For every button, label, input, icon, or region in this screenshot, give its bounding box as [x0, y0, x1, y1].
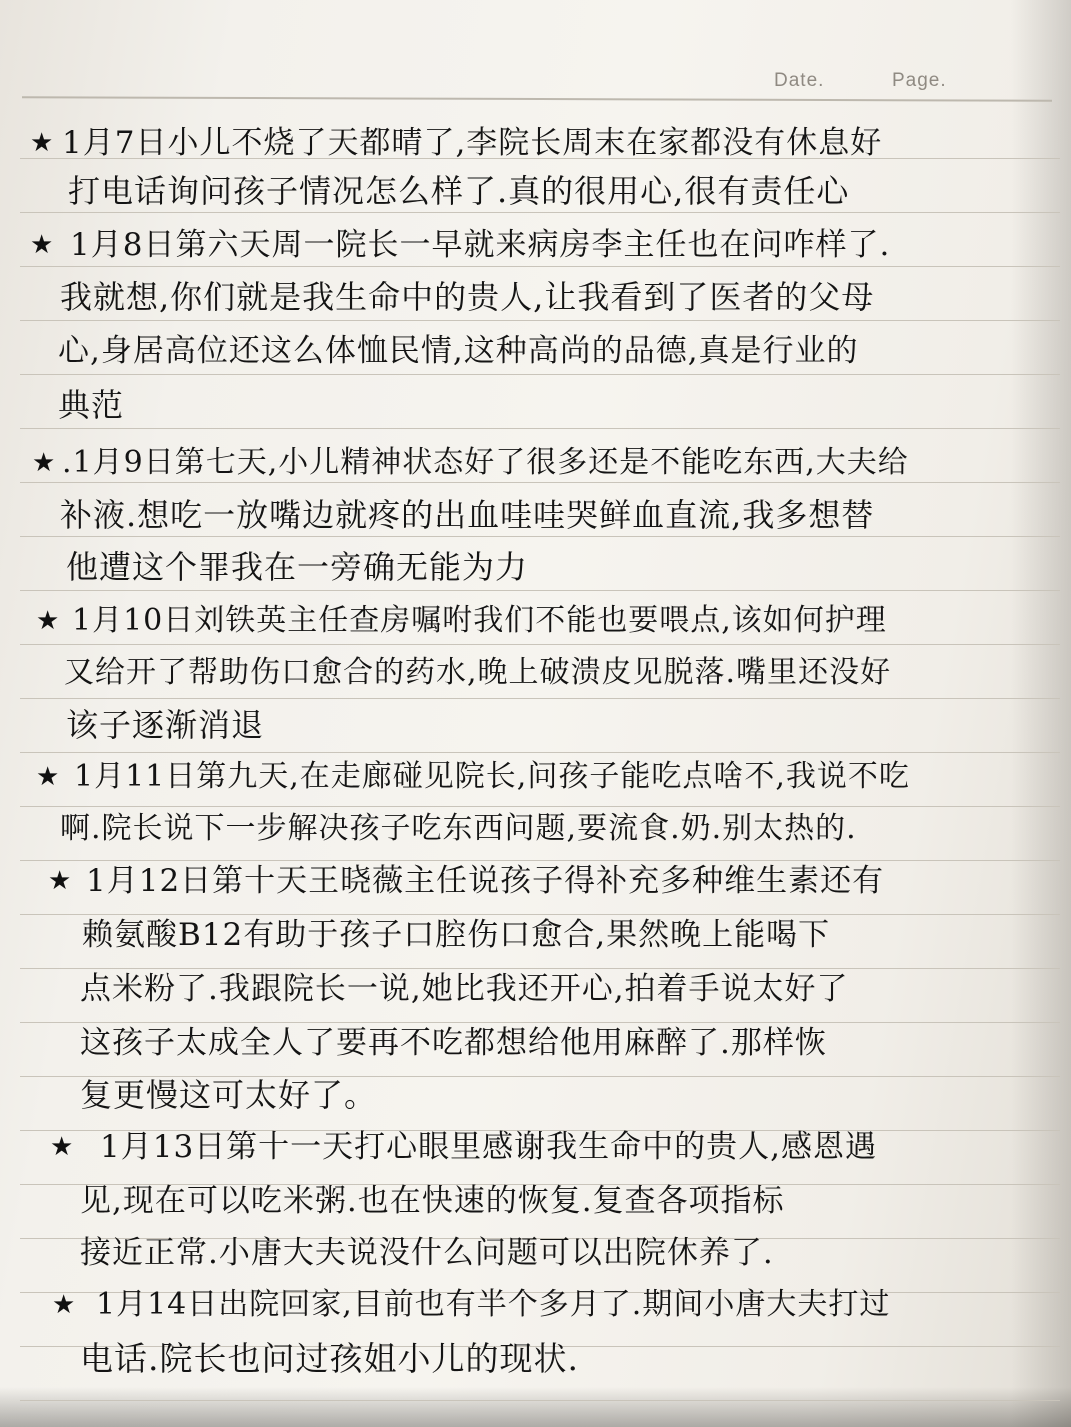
diary-line: .1月9日第七天,小儿精神状态好了很多还是不能吃东西,大夫给 [62, 445, 909, 480]
diary-line: 该子逐渐消退 [66, 706, 265, 744]
diary-line: 1月7日小儿不烧了天都晴了,李院长周末在家都没有休息好 [62, 125, 883, 161]
star-icon: ★ [32, 448, 56, 478]
diary-line: 他遭这个罪我在一旁确无能为力 [66, 548, 529, 586]
diary-line: 典范 [58, 386, 125, 424]
diary-line: 1月14日出院回家,目前也有半个多月了.期间小唐大夫打过 [96, 1287, 891, 1322]
diary-line: 心,身居高位还这么体恤民情,这种高尚的品德,真是行业的 [58, 333, 859, 369]
star-icon: ★ [48, 866, 72, 896]
diary-line: 1月8日第六天周一院长一早就来病房李主任也在问咋样了. [70, 227, 891, 263]
page-label: Page. [892, 70, 947, 91]
star-icon: ★ [36, 606, 60, 636]
diary-line: 赖氨酸B12有助于孩子口腔伤口愈合,果然晚上能喝下 [82, 917, 831, 953]
diary-line: 补液.想吃一放嘴边就疼的出血哇哇哭鲜血直流,我多想替 [60, 496, 875, 534]
diary-line: 接近正常.小唐大夫说没什么问题可以出院休养了. [80, 1235, 774, 1271]
star-icon: ★ [30, 128, 54, 158]
star-icon: ★ [50, 1132, 74, 1162]
diary-line: 1月10日刘铁英主任查房嘱咐我们不能也要喂点,该如何护理 [72, 603, 887, 638]
diary-line: 复更慢这可太好了。 [80, 1076, 378, 1114]
diary-line: 1月13日第十一天打心眼里感谢我生命中的贵人,感恩遇 [100, 1129, 878, 1165]
diary-line: 我就想,你们就是我生命中的贵人,让我看到了医者的父母 [60, 278, 875, 316]
diary-line: 啊.院长说下一步解决孩子吃东西问题,要流食.奶.别太热的. [60, 811, 857, 846]
diary-line: 1月12日第十天王晓薇主任说孩子得补充多种维生素还有 [86, 863, 885, 899]
diary-line: 点米粉了.我跟院长一说,她比我还开心,拍着手说太好了 [80, 971, 849, 1007]
diary-line: 这孩子太成全人了要再不吃都想给他用麻醉了.那样恢 [80, 1025, 827, 1061]
diary-line: 电话.院长也问过孩姐小儿的现状. [80, 1339, 579, 1378]
diary-line: 1月11日第九天,在走廊碰见院长,问孩子能吃点啥不,我说不吃 [74, 759, 910, 794]
star-icon: ★ [52, 1290, 76, 1320]
date-label: Date. [774, 70, 825, 91]
diary-line: 见,现在可以吃米粥.也在快速的恢复.复查各项指标 [80, 1183, 785, 1219]
diary-line: 又给开了帮助伤口愈合的药水,晚上破溃皮见脱落.嘴里还没好 [64, 655, 892, 690]
diary-line: 打电话询问孩子情况怎么样了.真的很用心,很有责任心 [68, 172, 850, 210]
star-icon: ★ [30, 230, 54, 260]
star-icon: ★ [36, 762, 60, 792]
